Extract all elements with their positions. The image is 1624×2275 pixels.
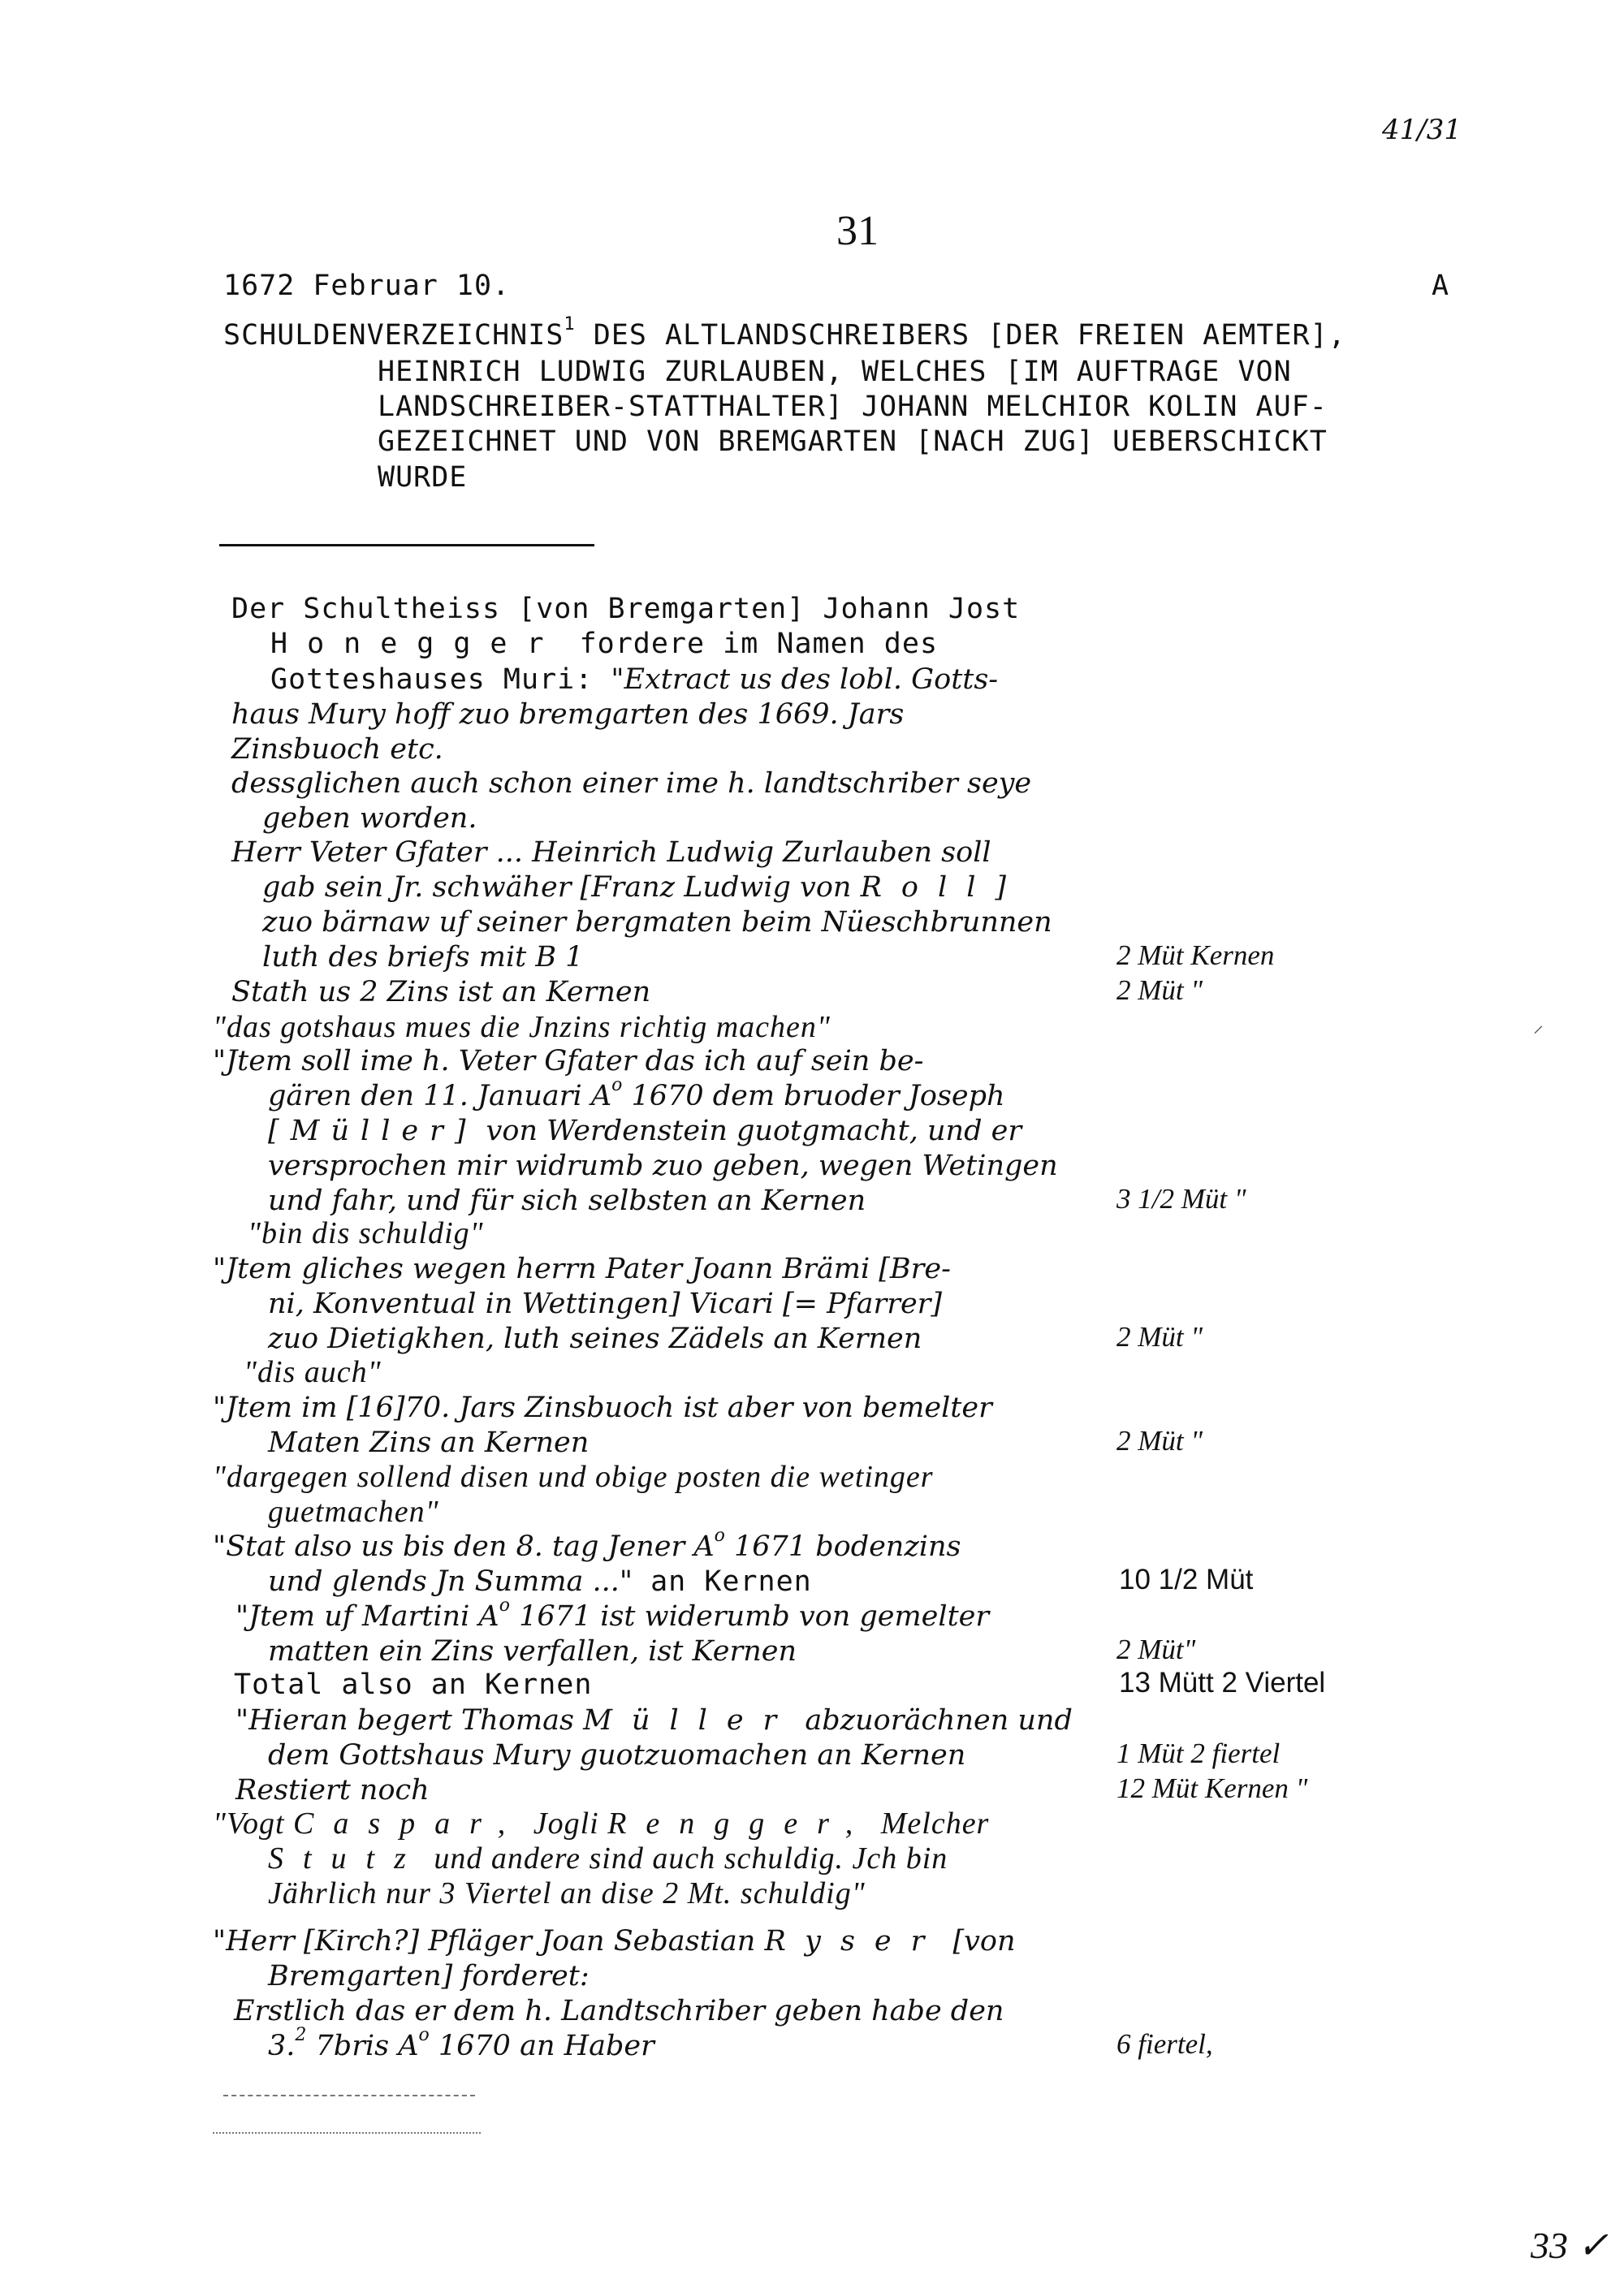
amount: 6 fiertel, — [1116, 2028, 1213, 2060]
text-line: geben worden. — [262, 802, 477, 835]
text-line: Honegger fordere im Namen des — [270, 628, 939, 660]
amount: 2 Müt " — [1116, 1425, 1203, 1457]
title-line-2: HEINRICH LUDWIG ZURLAUBEN, WELCHES [IM AUFTRAGE VON — [378, 356, 1292, 388]
amount: 1 Müt 2 fiertel — [1116, 1738, 1281, 1769]
text-line: "Stat also us bis den 8. tag Jener $A^o$ 1671 bodenzins — [213, 1526, 961, 1563]
footnote-marker: 1 — [564, 314, 576, 335]
text-line: Herr Veter Gfater ... Heinrich Ludwig Zurlauben soll — [231, 836, 991, 869]
corner-mark: 33 ✓ — [1531, 2225, 1609, 2266]
handwritten-note: "das gotshaus mues die Jnzins richtig machen" — [213, 1010, 831, 1044]
text-line: luth des briefs mit B 1 — [262, 941, 584, 973]
title-line-4: GEZEICHNET UND VON BREMGARTEN [NACH ZUG] UEBERSCHICKT — [378, 425, 1328, 458]
text-line: matten ein Zins verfallen, ist Kernen — [268, 1635, 797, 1668]
text-line: dem Gottshaus Mury guotzuomachen an Kernen — [268, 1739, 966, 1772]
text-line: [Müller] von Werdenstein guotgmacht, und er — [268, 1115, 1022, 1147]
handwritten-note: guetmachen" — [268, 1495, 439, 1529]
amount: 2 Müt " — [1116, 974, 1203, 1006]
text-line: Gotteshauses Muri: "Extract us des lobl. Gotts- — [270, 663, 999, 696]
amount: 2 Müt Kernen — [1116, 939, 1275, 971]
page-reference: 41/31 — [1382, 114, 1462, 146]
text-line: "Herr [Kirch?] Pfläger Joan Sebastian Ryser [von — [213, 1925, 1016, 1958]
handwritten-note: "dargegen sollend disen und obige posten die wetinger — [213, 1460, 934, 1494]
amount: 10 1/2 Müt — [1119, 1564, 1254, 1595]
separator-rule — [219, 544, 594, 546]
text-line: zuo Dietigkhen, luth seines Zädels an Kernen — [268, 1323, 922, 1355]
total-line: Total also an Kernen — [234, 1668, 593, 1701]
text-line: Bremgarten] forderet: — [268, 1960, 590, 1992]
text-line: Der Schultheiss [von Bremgarten] Johann Jost — [231, 593, 1021, 625]
text-line: zuo bärnaw uf seiner bergmaten beim Nüeschbrunnen — [262, 906, 1052, 939]
text-line: gab sein Jr. schwäher [Franz Ludwig von Roll] — [262, 871, 1026, 904]
handwritten-note: "bin dis schuldig" — [248, 1216, 484, 1250]
text-line: versprochen mir widrumb zuo geben, wegen Wetingen — [268, 1150, 1058, 1182]
text-line: Zinsbuoch etc. — [231, 733, 443, 766]
title-line-5: WURDE — [378, 461, 468, 494]
amount: 2 Müt " — [1116, 1321, 1203, 1353]
text-line: und fahr, und für sich selbsten an Kernen — [268, 1185, 866, 1217]
margin-mark-icon: ⸝ — [1533, 1013, 1544, 1038]
text-line: "Jtem soll ime h. Veter Gfater das ich auf sein be- — [213, 1045, 924, 1077]
handwritten-note: "dis auch" — [244, 1355, 382, 1389]
footnote-rule — [213, 2132, 481, 2134]
text-line: haus Mury hoff zuo bremgarten des 1669. Jars — [231, 698, 905, 731]
text-line: "Jtem im [16]70. Jars Zinsbuoch ist aber von bemelter — [213, 1392, 992, 1424]
handwritten-note: Stutz und andere sind auch schuldig. Jch bin — [268, 1841, 948, 1876]
document-letter: A — [1432, 270, 1450, 302]
title-line-3: LANDSCHREIBER-STATTHALTER] JOHANN MELCHIOR KOLIN AUF- — [378, 391, 1328, 423]
text-line: dessglichen auch schon einer ime h. landtschriber seye — [231, 767, 1032, 800]
text-line: und glends Jn Summa ..." an Kernen — [268, 1565, 812, 1598]
text-line: gären den 11. Januari $A^o$ 1670 dem bruoder Joseph — [268, 1075, 1005, 1112]
text-line: Maten Zins an Kernen — [268, 1427, 590, 1459]
amount: 3 1/2 Müt " — [1116, 1183, 1246, 1215]
handwritten-note: "Vogt Caspar, Jogli Rengger, Melcher — [213, 1807, 990, 1841]
text-line: "Hieran begert Thomas Müller abzuorächnen und — [235, 1704, 1073, 1737]
amount: 12 Müt Kernen " — [1116, 1772, 1308, 1804]
document-number: 31 — [836, 208, 879, 254]
total-amount: 13 Mütt 2 Viertel — [1119, 1667, 1326, 1699]
text-line: Stath us 2 Zins ist an Kernen — [231, 976, 651, 1008]
text-line: Erstlich das er dem h. Landtschriber geben habe den — [234, 1995, 1004, 2027]
text-line: "Jtem gliches wegen herrn Pater Joann Brämi [Bre- — [213, 1253, 951, 1285]
handwritten-note: Jährlich nur 3 Viertel an dise 2 Mt. schuldig" — [268, 1876, 866, 1910]
text-line: 3.$^2$ 7bris $A^o$ 1670 an Haber — [268, 2025, 654, 2062]
title-line-1: SCHULDENVERZEICHNIS$^1$ DES ALTLANDSCHREIBERS [DER FREIEN AEMTER], — [223, 314, 1346, 352]
text-line: ni, Konventual in Wettingen] Vicari [= Pfarrer] — [268, 1288, 943, 1320]
document-date: 1672 Februar 10. — [223, 270, 511, 302]
amount: 2 Müt" — [1116, 1634, 1196, 1665]
text-line: "Jtem uf Martini $A^o$ 1671 ist widerumb von gemelter — [235, 1595, 990, 1633]
text-line: Restiert noch — [235, 1774, 430, 1807]
footnote-rule — [223, 2095, 475, 2096]
